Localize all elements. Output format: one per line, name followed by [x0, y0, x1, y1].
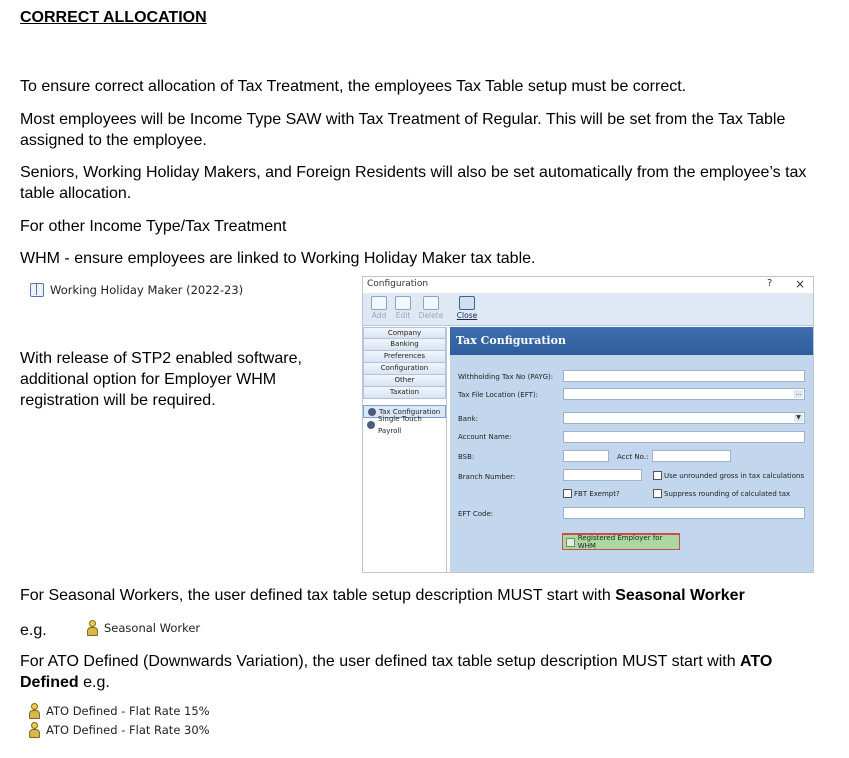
- person-icon: [28, 722, 40, 738]
- tax-table-whm: [30, 283, 243, 297]
- ato-suffix: e.g.: [78, 674, 110, 691]
- eg-label: e.g.: [20, 622, 47, 639]
- checkbox-label: Use unrounded gross in tax calculations: [664, 471, 805, 480]
- person-icon: [28, 703, 40, 719]
- panel-title: Tax Configuration: [450, 327, 813, 355]
- registered-employer-whm-checkbox[interactable]: [562, 533, 680, 550]
- acct-no-label: Acct No.:: [617, 453, 649, 461]
- sidebar-item-other[interactable]: Other: [363, 375, 446, 387]
- unrounded-gross-checkbox[interactable]: [653, 471, 804, 480]
- branch-number-field[interactable]: [563, 469, 642, 481]
- chevron-down-icon[interactable]: ▼: [794, 414, 803, 422]
- paragraph-saw-regular: Most employees will be Income Type SAW with Tax Treatment of Regular. This will be set from the Tax Table assigned to the employee.: [20, 111, 786, 149]
- seasonal-text: For Seasonal Workers, the user defined tax table setup description MUST start with: [20, 587, 616, 604]
- tax-table-seasonal: [86, 620, 200, 636]
- suppress-rounding-checkbox[interactable]: [653, 489, 790, 498]
- checkbox-label: Registered Employer for WHM: [577, 534, 663, 550]
- tax-table-ato-30: [28, 722, 210, 738]
- paragraph-stp2: With release of STP2 enabled software, additional option for Employer WHM registration will be required.: [20, 350, 302, 409]
- help-button[interactable]: ?: [767, 278, 773, 289]
- paragraph-seasonal: [20, 585, 830, 606]
- toolbar: [363, 293, 813, 326]
- checkbox-label: Suppress rounding of calculated tax: [664, 489, 791, 498]
- tax-file-location-field[interactable]: [563, 388, 805, 400]
- bullet-icon: [368, 408, 376, 416]
- paragraph-automatic-allocation: Seniors, Working Holiday Makers, and Foreign Residents will also be set automatically from the employee’s tax table allocation.: [20, 164, 807, 202]
- tax-file-location-label: Tax File Location (EFT):: [458, 391, 538, 399]
- tax-table-ato-30-label: ATO Defined - Flat Rate 30%: [46, 723, 210, 737]
- person-icon: [86, 620, 98, 636]
- sidebar-item-company[interactable]: Company: [363, 327, 446, 339]
- close-button-label: Close: [456, 311, 478, 320]
- sidebar-item-taxation[interactable]: Taxation: [363, 387, 446, 399]
- checkbox-box: [566, 538, 575, 547]
- acct-no-field[interactable]: [652, 450, 731, 462]
- eft-code-label: EFT Code:: [458, 510, 494, 518]
- add-button-label: Add: [371, 311, 387, 320]
- delete-button-label: Delete: [418, 311, 444, 320]
- sidebar-item-banking[interactable]: Banking: [363, 339, 446, 351]
- config-sidebar: [363, 327, 447, 572]
- window-title: Configuration: [367, 279, 429, 289]
- seasonal-bold: Seasonal Worker: [615, 587, 745, 604]
- close-window-button[interactable]: ×: [795, 277, 806, 291]
- tax-table-whm-label: Working Holiday Maker (2022-23): [50, 283, 244, 297]
- page-heading: CORRECT ALLOCATION: [20, 9, 207, 26]
- fbt-exempt-checkbox[interactable]: [563, 489, 620, 498]
- sidebar-item-label: Single Touch Payroll: [378, 414, 422, 435]
- sidebar-item-single-touch-payroll[interactable]: [363, 414, 446, 435]
- ato-text: For ATO Defined (Downwards Variation), the user defined tax table setup description MUST start with: [20, 653, 741, 670]
- ato-bold: ATO Defined: [20, 653, 773, 691]
- paragraph-ato-defined: [20, 651, 830, 693]
- checkbox-label: FBT Exempt?: [574, 489, 620, 498]
- payg-label: Withholding Tax No (PAYG):: [458, 373, 554, 381]
- delete-button[interactable]: [417, 295, 445, 324]
- browse-button[interactable]: ...: [795, 390, 802, 397]
- sidebar-item-configuration[interactable]: Configuration: [363, 363, 446, 375]
- bullet-icon: [367, 421, 375, 429]
- close-button[interactable]: [453, 295, 481, 324]
- checkbox-box: [653, 489, 662, 498]
- bsb-label: BSB:: [458, 453, 475, 461]
- branch-number-label: Branch Number:: [458, 473, 516, 481]
- edit-button-label: Edit: [395, 311, 411, 320]
- sidebar-item-preferences[interactable]: Preferences: [363, 351, 446, 363]
- account-name-label: Account Name:: [458, 433, 512, 441]
- edit-icon: [395, 296, 411, 310]
- checkbox-box: [653, 471, 662, 480]
- checkbox-box: [563, 489, 572, 498]
- paragraph-other-types: For other Income Type/Tax Treatment: [20, 218, 287, 235]
- delete-icon: [423, 296, 439, 310]
- tax-table-seasonal-label: Seasonal Worker: [104, 621, 201, 635]
- sidebar-item-label: Tax Configuration: [379, 407, 441, 416]
- book-icon: [30, 283, 44, 297]
- tax-table-ato-15-label: ATO Defined - Flat Rate 15%: [46, 704, 210, 718]
- paragraph-correct-allocation: To ensure correct allocation of Tax Treatment, the employees Tax Table setup must be correct.: [20, 78, 687, 95]
- bank-label: Bank:: [458, 415, 478, 423]
- paragraph-whm: WHM - ensure employees are linked to Working Holiday Maker tax table.: [20, 250, 536, 267]
- tax-configuration-panel: [450, 327, 813, 572]
- exit-icon: [459, 296, 475, 310]
- edit-button[interactable]: [389, 295, 417, 324]
- tax-table-ato-15: [28, 703, 210, 719]
- add-icon: [371, 296, 387, 310]
- payg-field[interactable]: [563, 370, 805, 382]
- eft-code-field[interactable]: [563, 507, 805, 519]
- sidebar-categories: [363, 327, 446, 399]
- account-name-field[interactable]: [563, 431, 805, 443]
- bank-select[interactable]: [563, 412, 805, 424]
- bsb-field[interactable]: [563, 450, 609, 462]
- configuration-window: [362, 276, 814, 573]
